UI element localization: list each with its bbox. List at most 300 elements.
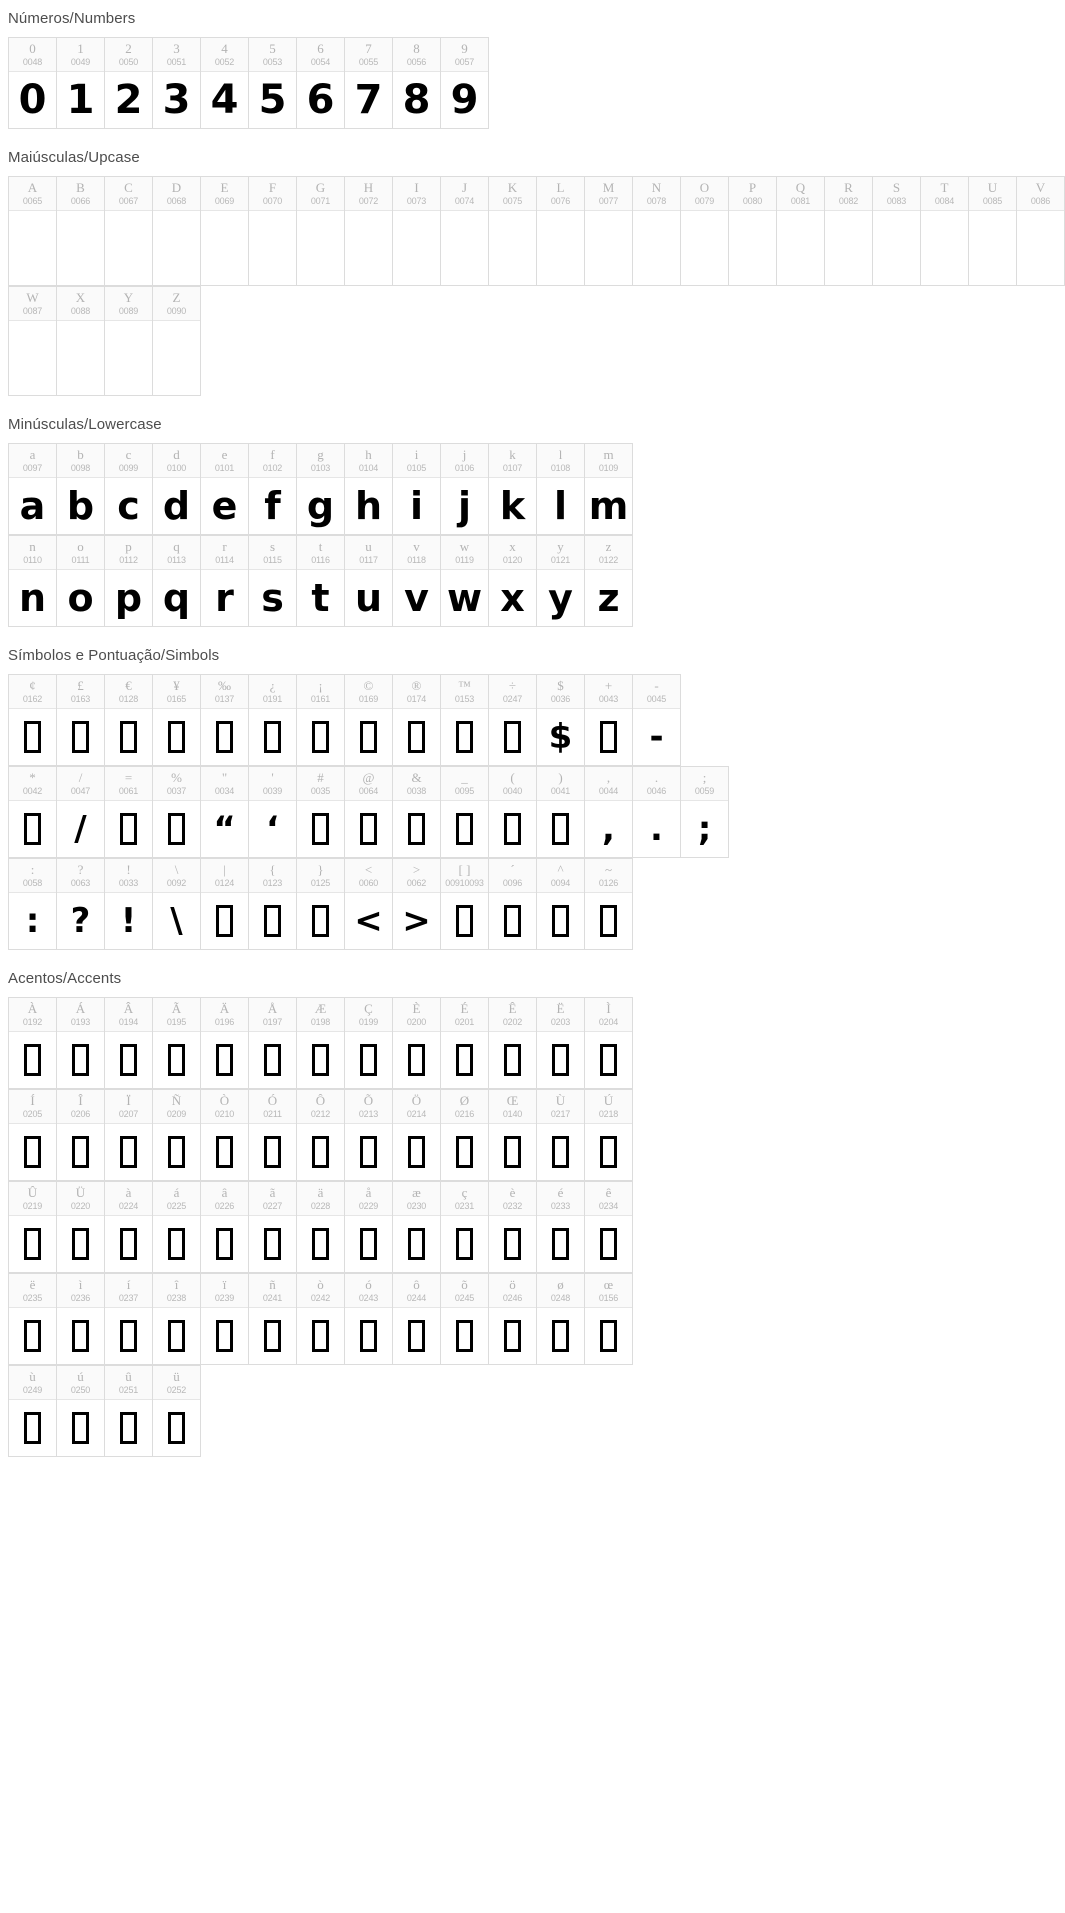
glyph-char-label: È: [412, 1001, 421, 1016]
glyph-char-label: a: [29, 447, 36, 462]
glyph-cell[interactable]: [537, 536, 585, 627]
glyph-cell[interactable]: [393, 38, 441, 129]
glyph-cell[interactable]: [441, 998, 489, 1089]
glyph-cell[interactable]: [57, 1274, 105, 1365]
glyph-char-label: .: [654, 770, 659, 785]
glyph-preview: i: [409, 484, 424, 528]
glyph-cell[interactable]: [537, 1274, 585, 1365]
glyph-cell[interactable]: [729, 177, 777, 286]
glyph-code-label: 0209: [166, 1109, 187, 1119]
glyph-cell[interactable]: [57, 859, 105, 950]
glyph-cell[interactable]: [9, 675, 57, 766]
glyph-char-label: æ: [412, 1185, 421, 1200]
glyph-cell[interactable]: [249, 177, 297, 286]
glyph-preview: [921, 211, 968, 285]
glyph-cell[interactable]: [585, 177, 633, 286]
glyph-cell[interactable]: [201, 1182, 249, 1273]
glyph-cell-header: [537, 767, 584, 801]
section-title: Acentos/Accents: [8, 970, 122, 987]
glyph-cell[interactable]: [1017, 177, 1065, 286]
glyph-code-label: 0214: [406, 1109, 427, 1119]
glyph-cell[interactable]: [201, 767, 249, 858]
glyph-code-label: 0196: [214, 1017, 235, 1027]
glyph-grid: [8, 176, 1051, 396]
glyph-cell[interactable]: [393, 1274, 441, 1365]
glyph-cell[interactable]: [585, 1274, 633, 1365]
glyph-cell[interactable]: [393, 1182, 441, 1273]
glyph-cell[interactable]: [9, 38, 57, 129]
glyph-cell-header: [585, 998, 632, 1032]
glyph-cell[interactable]: [345, 998, 393, 1089]
glyph-cell[interactable]: [585, 1182, 633, 1273]
glyph-cell[interactable]: [201, 1090, 249, 1181]
glyph-code-label: 0140: [502, 1109, 523, 1119]
glyph-cell[interactable]: [633, 177, 681, 286]
glyph-cell[interactable]: [9, 767, 57, 858]
glyph-cell[interactable]: [297, 38, 345, 129]
glyph-cell[interactable]: [345, 177, 393, 286]
glyph-cell[interactable]: [489, 177, 537, 286]
glyph-cell[interactable]: [537, 1182, 585, 1273]
missing-glyph-box-icon: [168, 1136, 185, 1168]
glyph-cell-header: [537, 998, 584, 1032]
glyph-preview: [537, 1124, 584, 1180]
glyph-char-label: <: [364, 862, 373, 877]
glyph-cell[interactable]: [345, 1274, 393, 1365]
glyph-char-label: (: [510, 770, 515, 785]
glyph-preview: [105, 709, 152, 765]
glyph-char-label: ;: [702, 770, 707, 785]
glyph-cell[interactable]: [105, 1090, 153, 1181]
glyph-preview: :: [25, 901, 40, 941]
glyph-cell[interactable]: [201, 444, 249, 535]
glyph-preview: f: [264, 484, 281, 528]
glyph-cell-header: [153, 287, 200, 321]
glyph-cell-header: [585, 859, 632, 893]
glyph-cell[interactable]: [345, 38, 393, 129]
glyph-preview: e: [211, 484, 238, 528]
glyph-code-label: 0103: [310, 463, 331, 473]
glyph-cell[interactable]: [201, 1274, 249, 1365]
glyph-cell[interactable]: [345, 1182, 393, 1273]
glyph-cell[interactable]: [393, 859, 441, 950]
glyph-cell[interactable]: [777, 177, 825, 286]
glyph-cell[interactable]: [393, 998, 441, 1089]
glyph-cell[interactable]: [57, 1182, 105, 1273]
glyph-cell-header: [489, 444, 536, 478]
glyph-cell[interactable]: [345, 536, 393, 627]
glyph-preview: [633, 211, 680, 285]
glyph-cell[interactable]: [249, 998, 297, 1089]
glyph-cell[interactable]: [681, 767, 729, 858]
glyph-cell[interactable]: [57, 675, 105, 766]
glyph-cell[interactable]: [201, 859, 249, 950]
glyph-cell[interactable]: [153, 1182, 201, 1273]
glyph-preview: x: [500, 576, 525, 620]
glyph-row: [8, 766, 729, 858]
glyph-code-label: 0161: [310, 694, 331, 704]
glyph-code-label: 0217: [550, 1109, 571, 1119]
glyph-cell[interactable]: [489, 998, 537, 1089]
glyph-cell[interactable]: [441, 444, 489, 535]
glyph-cell[interactable]: [201, 38, 249, 129]
glyph-cell[interactable]: [153, 998, 201, 1089]
glyph-code-label: 0230: [406, 1201, 427, 1211]
glyph-cell[interactable]: [537, 767, 585, 858]
glyph-char-label: è: [509, 1185, 516, 1200]
glyph-cell[interactable]: [9, 859, 57, 950]
glyph-cell-header: [489, 1182, 536, 1216]
glyph-cell[interactable]: [153, 444, 201, 535]
glyph-cell-header: [585, 177, 632, 211]
glyph-char-label: ‰: [218, 678, 231, 693]
missing-glyph-box-icon: [168, 1412, 185, 1444]
glyph-row: [8, 176, 1065, 286]
glyph-cell[interactable]: [153, 536, 201, 627]
glyph-cell[interactable]: [153, 1366, 201, 1457]
glyph-cell-header: [585, 444, 632, 478]
glyph-cell[interactable]: [249, 1182, 297, 1273]
glyph-cell[interactable]: [345, 859, 393, 950]
glyph-cell[interactable]: [345, 1090, 393, 1181]
glyph-preview: -: [649, 717, 664, 757]
glyph-cell[interactable]: [489, 536, 537, 627]
glyph-code-label: 0226: [214, 1201, 235, 1211]
glyph-char-label: ^: [557, 862, 564, 877]
glyph-cell[interactable]: [489, 1274, 537, 1365]
glyph-cell[interactable]: [249, 675, 297, 766]
glyph-char-label: E: [220, 180, 229, 195]
glyph-cell[interactable]: [297, 859, 345, 950]
missing-glyph-box-icon: [264, 905, 281, 937]
glyph-cell[interactable]: [633, 767, 681, 858]
missing-glyph-box-icon: [504, 1228, 521, 1260]
glyph-char-label: ö: [509, 1277, 516, 1292]
glyph-cell[interactable]: [201, 536, 249, 627]
glyph-cell[interactable]: [9, 1366, 57, 1457]
glyph-cell[interactable]: [105, 1366, 153, 1457]
glyph-char-label: v: [413, 539, 420, 554]
glyph-cell[interactable]: [489, 859, 537, 950]
glyph-row: [8, 997, 633, 1089]
glyph-preview: [393, 709, 440, 765]
glyph-cell[interactable]: [297, 536, 345, 627]
glyph-code-label: 0244: [406, 1293, 427, 1303]
glyph-cell[interactable]: [57, 998, 105, 1089]
glyph-cell[interactable]: [585, 859, 633, 950]
glyph-char-label: Q: [795, 180, 806, 195]
glyph-char-label: t: [318, 539, 323, 554]
glyph-cell[interactable]: [393, 444, 441, 535]
glyph-cell[interactable]: [825, 177, 873, 286]
glyph-cell[interactable]: [441, 1182, 489, 1273]
glyph-cell[interactable]: [105, 767, 153, 858]
glyph-preview: g: [306, 484, 335, 528]
glyph-cell[interactable]: [105, 675, 153, 766]
glyph-char-label: K: [507, 180, 518, 195]
glyph-cell[interactable]: [57, 38, 105, 129]
glyph-cell-header: [249, 767, 296, 801]
glyph-cell[interactable]: [969, 177, 1017, 286]
glyph-cell[interactable]: [585, 444, 633, 535]
glyph-cell[interactable]: [585, 1090, 633, 1181]
glyph-cell[interactable]: [297, 1274, 345, 1365]
glyph-cell-header: [393, 38, 440, 72]
glyph-cell[interactable]: [153, 287, 201, 396]
missing-glyph-box-icon: [120, 1228, 137, 1260]
glyph-char-label: É: [460, 1001, 469, 1016]
glyph-cell[interactable]: [9, 1182, 57, 1273]
missing-glyph-box-icon: [312, 1320, 329, 1352]
glyph-cell-header: [105, 767, 152, 801]
glyph-cell[interactable]: [537, 444, 585, 535]
glyph-cell[interactable]: [441, 536, 489, 627]
glyph-cell[interactable]: [249, 767, 297, 858]
glyph-cell[interactable]: [297, 675, 345, 766]
glyph-cell-header: [633, 675, 680, 709]
glyph-cell-header: [249, 536, 296, 570]
glyph-code-label: 0202: [502, 1017, 523, 1027]
glyph-code-label: 0035: [310, 786, 331, 796]
glyph-cell[interactable]: [105, 1182, 153, 1273]
glyph-cell[interactable]: [9, 444, 57, 535]
glyph-cell[interactable]: [393, 536, 441, 627]
glyph-cell-header: [1017, 177, 1064, 211]
glyph-cell-header: [57, 287, 104, 321]
glyph-cell[interactable]: [9, 287, 57, 396]
glyph-cell[interactable]: [441, 38, 489, 129]
glyph-cell[interactable]: [153, 1090, 201, 1181]
glyph-cell[interactable]: [249, 1090, 297, 1181]
glyph-cell-header: [249, 1182, 296, 1216]
glyph-char-label: U: [987, 180, 998, 195]
glyph-cell[interactable]: [57, 287, 105, 396]
glyph-preview: o: [67, 576, 94, 620]
glyph-char-label: C: [124, 180, 133, 195]
glyph-preview: [9, 801, 56, 857]
glyph-cell-header: [57, 859, 104, 893]
glyph-cell[interactable]: [201, 675, 249, 766]
glyph-cell[interactable]: [153, 859, 201, 950]
glyph-cell[interactable]: [489, 444, 537, 535]
glyph-cell[interactable]: [153, 767, 201, 858]
glyph-cell[interactable]: [681, 177, 729, 286]
glyph-cell[interactable]: [57, 444, 105, 535]
glyph-cell[interactable]: [585, 675, 633, 766]
glyph-cell-header: [105, 536, 152, 570]
glyph-preview: [105, 1308, 152, 1364]
glyph-cell[interactable]: [921, 177, 969, 286]
glyph-cell[interactable]: [441, 859, 489, 950]
glyph-cell[interactable]: [585, 767, 633, 858]
glyph-char-label: y: [557, 539, 564, 554]
glyph-cell[interactable]: [873, 177, 921, 286]
glyph-preview: [201, 1216, 248, 1272]
glyph-code-label: 0036: [550, 694, 571, 704]
glyph-cell[interactable]: [201, 998, 249, 1089]
glyph-preview: [441, 1216, 488, 1272]
glyph-cell[interactable]: [537, 859, 585, 950]
glyph-cell[interactable]: [153, 1274, 201, 1365]
glyph-cell[interactable]: [153, 675, 201, 766]
glyph-char-label: õ: [461, 1277, 468, 1292]
missing-glyph-box-icon: [360, 721, 377, 753]
glyph-cell[interactable]: [345, 444, 393, 535]
glyph-cell[interactable]: [57, 177, 105, 286]
glyph-cell[interactable]: [393, 1090, 441, 1181]
glyph-cell[interactable]: [537, 177, 585, 286]
glyph-cell[interactable]: [585, 536, 633, 627]
glyph-cell[interactable]: [201, 177, 249, 286]
glyph-cell[interactable]: [537, 1090, 585, 1181]
glyph-cell[interactable]: [297, 1090, 345, 1181]
glyph-cell[interactable]: [393, 675, 441, 766]
glyph-cell[interactable]: [297, 998, 345, 1089]
glyph-cell[interactable]: [105, 859, 153, 950]
glyph-char-label: d: [173, 447, 180, 462]
glyph-code-label: 0200: [406, 1017, 427, 1027]
glyph-cell-header: [57, 998, 104, 1032]
glyph-cell[interactable]: [537, 675, 585, 766]
glyph-code-label: 0055: [358, 57, 379, 67]
glyph-cell[interactable]: [297, 444, 345, 535]
glyph-cell[interactable]: [9, 177, 57, 286]
glyph-cell[interactable]: [105, 177, 153, 286]
glyph-char-label: ô: [413, 1277, 420, 1292]
glyph-cell[interactable]: [297, 177, 345, 286]
glyph-cell[interactable]: [249, 1274, 297, 1365]
glyph-cell[interactable]: [537, 998, 585, 1089]
glyph-cell[interactable]: [249, 444, 297, 535]
glyph-char-label: ÷: [508, 678, 517, 693]
glyph-char-label: é: [557, 1185, 564, 1200]
glyph-preview: [393, 1308, 440, 1364]
missing-glyph-box-icon: [216, 1044, 233, 1076]
glyph-char-label: e: [221, 447, 228, 462]
glyph-char-label: R: [844, 180, 853, 195]
glyph-preview: [153, 1400, 200, 1456]
glyph-section: [0, 139, 1051, 396]
missing-glyph-box-icon: [216, 1320, 233, 1352]
glyph-cell[interactable]: [393, 177, 441, 286]
glyph-cell[interactable]: [393, 767, 441, 858]
glyph-cell[interactable]: [153, 177, 201, 286]
glyph-preview: 9: [450, 77, 479, 123]
glyph-char-label: k: [509, 447, 516, 462]
glyph-char-label: G: [315, 180, 326, 195]
glyph-code-label: 0207: [118, 1109, 139, 1119]
glyph-code-label: 0174: [406, 694, 427, 704]
glyph-cell[interactable]: [441, 1090, 489, 1181]
glyph-cell[interactable]: [585, 998, 633, 1089]
glyph-char-label: 1: [77, 41, 84, 56]
glyph-cell[interactable]: [105, 38, 153, 129]
glyph-cell[interactable]: [57, 536, 105, 627]
glyph-preview: ‘: [266, 809, 279, 849]
glyph-code-label: 0165: [166, 694, 187, 704]
glyph-cell[interactable]: [9, 1274, 57, 1365]
glyph-code-label: 0203: [550, 1017, 571, 1027]
glyph-cell[interactable]: [489, 1090, 537, 1181]
glyph-cell-header: [105, 287, 152, 321]
glyph-code-label: 0219: [22, 1201, 43, 1211]
glyph-cell[interactable]: [105, 1274, 153, 1365]
glyph-char-label: T: [940, 180, 949, 195]
glyph-char-label: À: [27, 1001, 38, 1016]
missing-glyph-box-icon: [360, 1228, 377, 1260]
glyph-cell[interactable]: [57, 767, 105, 858]
glyph-cell[interactable]: [297, 1182, 345, 1273]
glyph-cell[interactable]: [345, 675, 393, 766]
glyph-char-label: ™: [458, 678, 471, 693]
glyph-cell[interactable]: [633, 675, 681, 766]
glyph-cell[interactable]: [9, 1090, 57, 1181]
glyph-cell[interactable]: [57, 1366, 105, 1457]
glyph-cell[interactable]: [441, 177, 489, 286]
glyph-cell[interactable]: [489, 767, 537, 858]
glyph-char-label: [ ]: [458, 862, 471, 877]
glyph-char-label: Õ: [363, 1093, 374, 1108]
glyph-cell[interactable]: [9, 998, 57, 1089]
glyph-preview: [201, 893, 248, 949]
glyph-cell-header: [105, 998, 152, 1032]
glyph-cell[interactable]: [441, 675, 489, 766]
glyph-cell-header: [393, 1274, 440, 1308]
glyph-cell[interactable]: [489, 675, 537, 766]
glyph-cell[interactable]: [441, 767, 489, 858]
glyph-cell[interactable]: [297, 767, 345, 858]
glyph-cell[interactable]: [345, 767, 393, 858]
glyph-char-label: p: [125, 539, 132, 554]
glyph-cell[interactable]: [57, 1090, 105, 1181]
glyph-cell[interactable]: [249, 859, 297, 950]
glyph-cell[interactable]: [105, 998, 153, 1089]
glyph-cell-header: [9, 767, 56, 801]
missing-glyph-box-icon: [24, 813, 41, 845]
glyph-char-label: 9: [461, 41, 468, 56]
glyph-char-label: S: [892, 180, 901, 195]
glyph-code-label: 0069: [214, 196, 235, 206]
glyph-preview: [441, 1308, 488, 1364]
glyph-preview: “: [213, 809, 236, 849]
glyph-preview: ?: [70, 901, 91, 941]
glyph-preview: [249, 1308, 296, 1364]
glyph-char-label: Û: [27, 1185, 38, 1200]
glyph-char-label: ¢: [29, 678, 36, 693]
glyph-cell[interactable]: [105, 287, 153, 396]
glyph-cell[interactable]: [153, 38, 201, 129]
glyph-cell-header: [537, 444, 584, 478]
glyph-cell[interactable]: [105, 444, 153, 535]
glyph-row: [8, 443, 633, 535]
glyph-cell[interactable]: [249, 536, 297, 627]
glyph-cell-header: [393, 675, 440, 709]
glyph-code-label: 0067: [118, 196, 139, 206]
glyph-cell-header: [153, 1274, 200, 1308]
glyph-char-label: n: [29, 539, 36, 554]
glyph-cell[interactable]: [105, 536, 153, 627]
glyph-code-label: 0120: [502, 555, 523, 565]
glyph-preview: [345, 1124, 392, 1180]
glyph-cell[interactable]: [249, 38, 297, 129]
glyph-cell[interactable]: [489, 1182, 537, 1273]
glyph-cell[interactable]: [441, 1274, 489, 1365]
missing-glyph-box-icon: [552, 1136, 569, 1168]
glyph-preview: [9, 321, 56, 395]
glyph-char-label: Í: [30, 1093, 35, 1108]
glyph-char-label: M: [602, 180, 615, 195]
glyph-cell[interactable]: [9, 536, 57, 627]
